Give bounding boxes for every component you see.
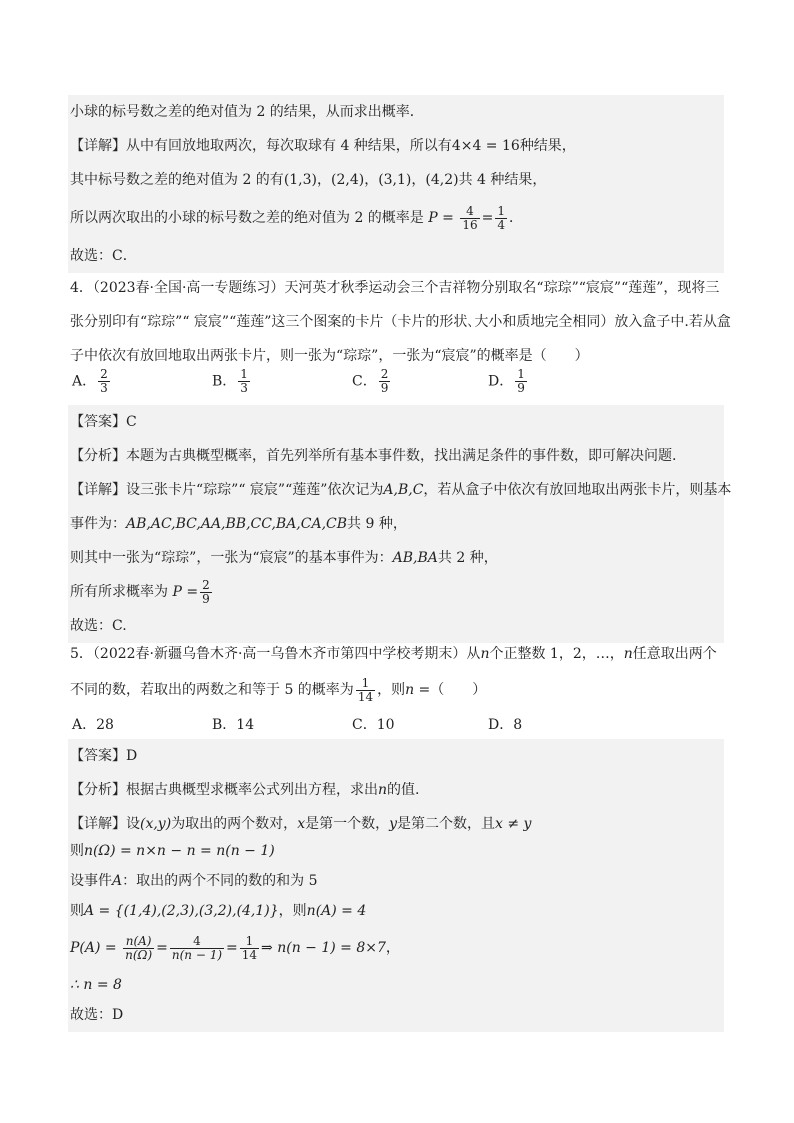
q5-conclusion-line: ∴ n = 8 xyxy=(68,968,724,1002)
q4-stem-line-3: 子中依次有放回地取出两张卡片，则一张为“琮琮”，一张为“宸宸”的概率是（ ） xyxy=(70,348,589,364)
q3-detail-line-2: 其中标号数之差的绝对值为 2 的有(1,3)，(2,4)，(3,1)，(4,2)共 4 种结果， xyxy=(68,163,724,197)
fraction: $\frac{4}{16}$ xyxy=(462,203,478,232)
q5-final-line: 故选：D xyxy=(68,998,724,1032)
fraction: $\frac{2}{9}$ xyxy=(202,577,210,606)
q3-detail-line-1: 【详解】从中有回放地取两次，每次取球有 4 种结果，所以有4×4 = 16种结果， xyxy=(68,129,724,163)
q5-detail-line-1: 【详解】设(x,y)为取出的两个数对，x是第一个数，y是第二个数，且x ≠ y xyxy=(68,807,724,841)
q5-detail-line-4: 则A = {(1,4),(2,3),(3,2),(4,1)}，则n(A) = 4 xyxy=(68,894,724,928)
q4-stem-line-1: 4．（2023春·全国·高一专题练习）天河英才秋季运动会三个吉祥物分别取名“琮琮”“宸宸”“莲莲”，现将三 xyxy=(70,280,720,296)
q4-analysis-line: 【分析】本题为古典概型概率，首先列举所有基本事件数，找出满足条件的事件数，即可解决问题. xyxy=(68,439,724,473)
q5-probability-line: P(A) = $\frac{n(A)}{n(\Omega)}$ = $\frac{4}{n(n - 1)}$ = $\frac{1}{14}$ ⇒ n(n − 1) = 8×7， xyxy=(68,928,724,968)
q5-option-d: D．8 xyxy=(488,717,523,733)
q5-analysis-line: 【分析】根据古典概型求概率公式列出方程，求出n的值. xyxy=(68,773,724,807)
q5-option-a: A．28 xyxy=(72,717,114,733)
q5-stem-line-2: 不同的数，若取出的两数之和等于 5 的概率为 $\frac{1}{14}$ ，则n =（ ） xyxy=(70,675,487,704)
q5-option-b: B．14 xyxy=(212,717,255,733)
q5-option-c: C．10 xyxy=(352,717,395,733)
q4-option-d: D． $\frac{1}{9}$ xyxy=(488,367,525,395)
q5-detail-line-3: 设事件A：取出的两个不同的数的和为 5 xyxy=(68,864,724,898)
q4-option-b: B． $\frac{1}{3}$ xyxy=(212,367,248,395)
q5-stem-line-1: 5．（2022春·新疆乌鲁木齐·高一乌鲁木齐市第四中学校考期末）从n个正整数 1，2，…，n任意取出两个 xyxy=(70,646,717,662)
fraction: $\frac{1}{14}$ xyxy=(241,933,258,962)
q4-detail-line-1: 【详解】设三张卡片“琮琮”“ 宸宸”“莲莲”依次记为A,B,C，若从盒子中依次有放回地取出两张卡片，则基本 xyxy=(68,473,724,507)
q4-stem-line-2: 张分别印有“琮琮”“ 宸宸”“莲莲”这三个图案的卡片（卡片的形状､大小和质地完全相同）放入盒子中.若从盒 xyxy=(70,314,731,330)
fraction: $\frac{4}{n(n - 1)}$ xyxy=(171,933,223,962)
q5-answer-line: 【答案】D xyxy=(68,739,724,773)
q4-option-a: A． $\frac{2}{3}$ xyxy=(72,367,108,395)
q4-answer-line: 【答案】C xyxy=(68,405,724,439)
q3-probability-line: 所以两次取出的小球的标号数之差的绝对值为 2 的概率是 P = $\frac{4}{16}$ = $\frac{1}{4}$ ． xyxy=(68,197,724,239)
q4-final-line: 故选：C. xyxy=(68,609,724,643)
q4-result-line: 所有所求概率为 P = $\frac{2}{9}$ xyxy=(68,575,724,609)
q4-detail-line-2: 事件为：AB,AC,BC,AA,BB,CC,BA,CA,CB共 9 种， xyxy=(68,507,724,541)
q4-detail-line-3: 则其中一张为“琮琮”，一张为“宸宸”的基本事件为：AB,BA共 2 种， xyxy=(68,541,724,575)
q4-option-c: C． $\frac{2}{9}$ xyxy=(352,367,389,395)
q5-detail-line-2: 则n(Ω) = n×n − n = n(n − 1) xyxy=(68,834,724,868)
q3-answer-line: 故选：C． xyxy=(68,239,724,273)
fraction: $\frac{n(A)}{n(\Omega)}$ xyxy=(125,933,153,962)
q3-analysis-line: 小球的标号数之差的绝对值为 2 的结果，从而求出概率． xyxy=(68,95,724,129)
fraction: $\frac{1}{4}$ xyxy=(497,203,505,232)
